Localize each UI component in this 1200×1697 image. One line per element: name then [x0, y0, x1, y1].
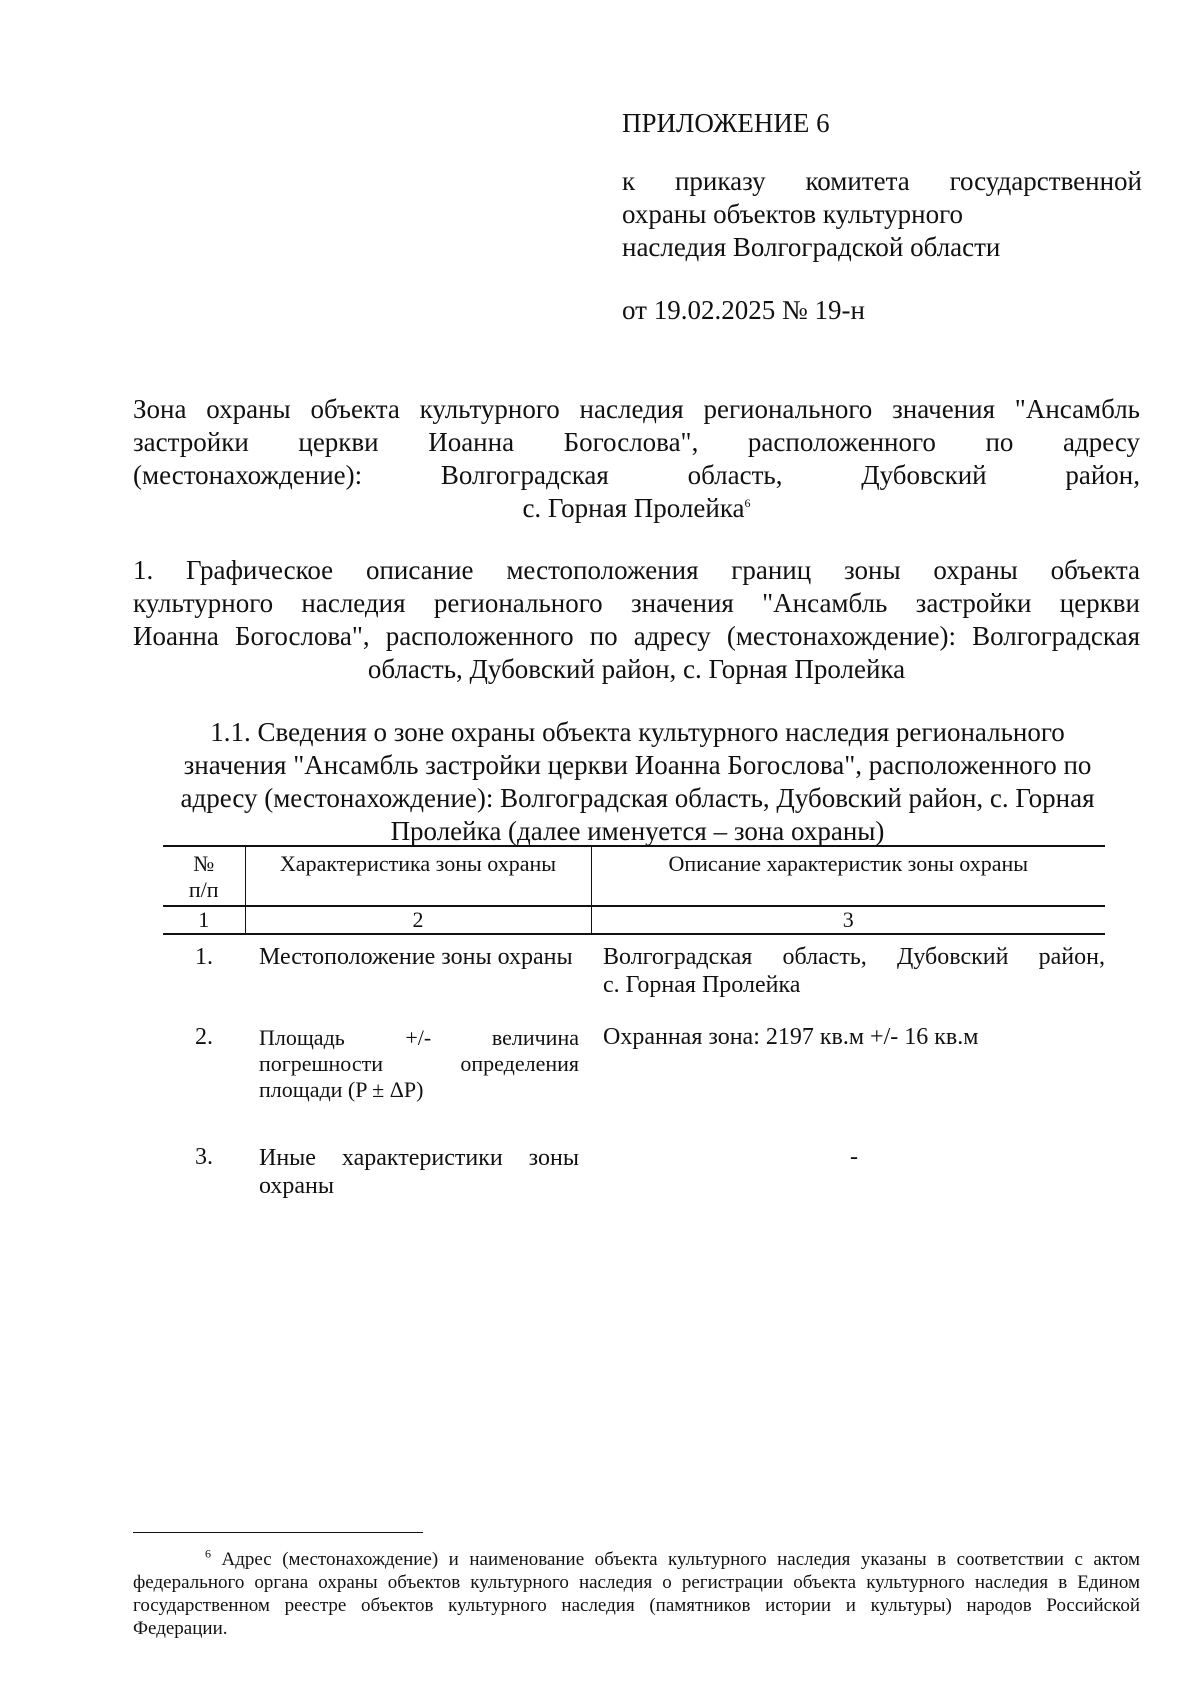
title-line: застройки церкви Иоанна Богослова", расположенного по адресу [133, 427, 1140, 457]
title-line: (местонахождение): Волгоградская область, Дубовский район, [133, 460, 1140, 490]
row-description: Охранная зона: 2197 кв.м +/- 16 кв.м [603, 1024, 979, 1050]
title-line: Зона охраны объекта культурного наследия регионального значения "Ансамбль [133, 394, 1140, 424]
title-line-text: с. Горная Пролейка [522, 493, 745, 523]
subsection-line: значения "Ансамбль застройки церкви Иоанна Богослова", расположенного по [183, 750, 1092, 780]
zone-characteristics-table [163, 845, 1105, 1200]
row-characteristic-line: Иные характеристики зоны [259, 1145, 579, 1171]
row-characteristic-line: погрешности определения [259, 1051, 579, 1076]
row-characteristic [245, 1140, 591, 1200]
title-line [133, 492, 1140, 525]
footnote-reference: 6 [744, 496, 751, 510]
row-description: - [850, 1144, 858, 1170]
subsection-line: адресу (местонахождение): Волгоградская область, Дубовский район, с. Горная [180, 783, 1095, 813]
row-number: 1. [195, 944, 213, 970]
footnote-line-text: Адрес (местонахождение) и наименование объекта культурного наследия указаны в соответствии с актом [221, 1549, 1140, 1570]
row-characteristic-line: охраны [259, 1173, 335, 1199]
table-column-numbers-row [163, 906, 1105, 934]
subsection-line: 1.1. Сведения о зоне охраны объекта культурного наследия регионального [210, 717, 1065, 747]
column-number: 2 [245, 906, 591, 934]
appendix-order-line: наследия Волгоградской области [622, 232, 1001, 262]
footnote-line: государственном реестре объектов культурного наследия (памятников истории и культуры) народов Российской [133, 1595, 1140, 1616]
section-line: культурного наследия регионального значения "Ансамбль застройки церкви [133, 588, 1140, 618]
column-number: 1 [163, 906, 245, 934]
row-characteristic-line: Площадь +/- величина [259, 1025, 579, 1050]
section-1-heading [133, 554, 1140, 686]
row-number: 2. [195, 1024, 213, 1050]
document-title [133, 393, 1140, 525]
appendix-title: ПРИЛОЖЕНИЕ 6 [622, 108, 830, 138]
column-number: 3 [591, 906, 1105, 934]
footnote-line: Федерации. [133, 1618, 228, 1639]
row-number: 3. [195, 1144, 213, 1170]
subsection-1-1-caption [150, 716, 1125, 848]
appendix-date: от 19.02.2025 № 19-н [622, 295, 865, 325]
footnote-line: федерального органа охраны объектов культурного наследия о регистрации объекта культурного наследия в Едином [133, 1572, 1140, 1593]
header-number: № п/п [163, 846, 245, 906]
table-row [163, 934, 1105, 1021]
section-line: Иоанна Богослова", расположенного по адресу (местонахождение): Волгоградская [133, 621, 1140, 651]
footnote-separator [133, 1532, 423, 1533]
table-row [163, 1140, 1105, 1200]
appendix-order-reference [622, 165, 1142, 264]
row-description [591, 934, 1105, 1021]
subsection-line: Пролейка (далее именуется – зона охраны) [390, 816, 885, 846]
header-description: Описание характеристик зоны охраны [591, 846, 1105, 906]
section-line: область, Дубовский район, с. Горная Пролейка [367, 654, 906, 684]
section-line: 1. Графическое описание местоположения границ зоны охраны объекта [133, 555, 1140, 585]
footnote-mark: 6 [205, 1546, 211, 1561]
row-description-line: Волгоградская область, Дубовский район, [603, 944, 1105, 970]
header-characteristic: Характеристика зоны охраны [245, 846, 591, 906]
row-characteristic-line: площади (P ± ΔP) [259, 1077, 424, 1102]
row-characteristic [245, 1021, 591, 1140]
table-row [163, 1021, 1105, 1140]
row-description-line: с. Горная Пролейка [603, 972, 801, 998]
appendix-order-line: к приказу комитета государственной [622, 166, 1142, 196]
footnote-line [133, 1548, 1140, 1571]
footnote [133, 1548, 1140, 1640]
row-characteristic: Местоположение зоны охраны [259, 944, 573, 970]
table-header-row [163, 846, 1105, 906]
appendix-order-line: охраны объектов культурного [622, 199, 963, 229]
